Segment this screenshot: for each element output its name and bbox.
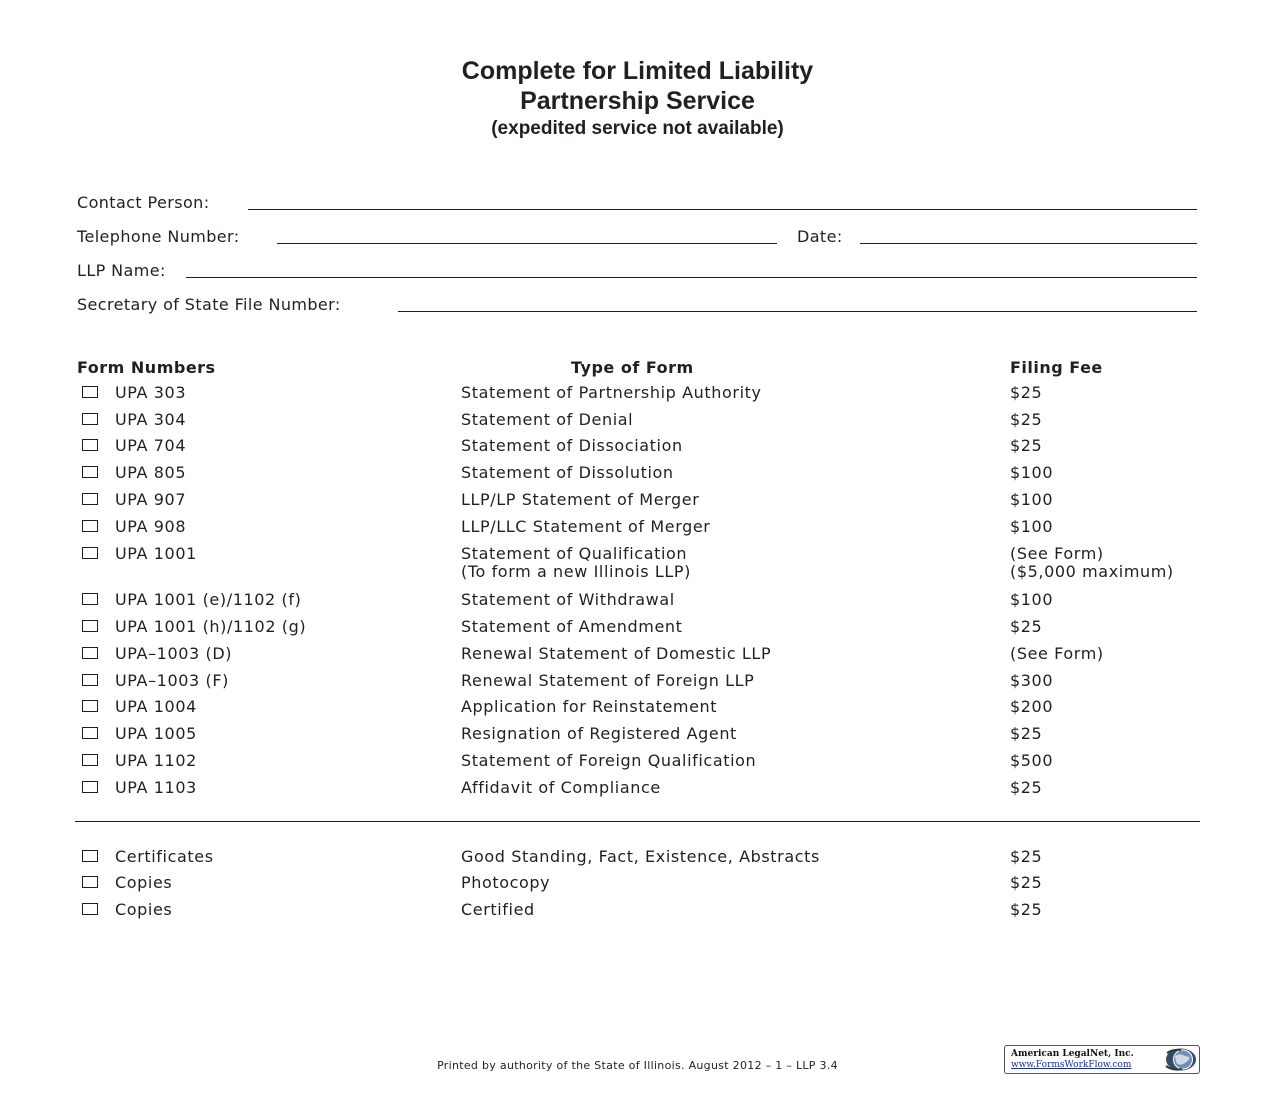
- form-number: Copies: [115, 900, 173, 919]
- filing-fee: $25: [1010, 847, 1043, 866]
- table-row: [0, 847, 1275, 867]
- header-filing-fee: Filing Fee: [1010, 358, 1103, 377]
- filing-fee: $25: [1010, 724, 1043, 743]
- form-number: Copies: [115, 873, 173, 892]
- form-number: UPA 1005: [115, 724, 197, 743]
- table-row: [0, 436, 1275, 456]
- table-row: [0, 617, 1275, 637]
- form-type: Statement of Denial: [461, 410, 634, 429]
- sos-file-number-field[interactable]: [398, 311, 1197, 312]
- table-row: [0, 900, 1275, 920]
- date-field[interactable]: [860, 243, 1197, 244]
- filing-fee: $200: [1010, 697, 1054, 716]
- contact-person-field[interactable]: [248, 209, 1197, 210]
- filing-fee: (See Form): [1010, 644, 1104, 663]
- table-row: [0, 517, 1275, 537]
- row-checkbox[interactable]: [82, 781, 98, 793]
- form-type: Statement of Partnership Authority: [461, 383, 762, 402]
- form-type: Statement of Foreign Qualification: [461, 751, 757, 770]
- form-type: Photocopy: [461, 873, 551, 892]
- telephone-number-label: Telephone Number:: [77, 227, 240, 246]
- table-row: [0, 873, 1275, 893]
- table-row: [0, 724, 1275, 744]
- date-label: Date:: [797, 227, 843, 246]
- filing-fee: $25: [1010, 873, 1043, 892]
- header-form-numbers: Form Numbers: [77, 358, 216, 377]
- row-checkbox[interactable]: [82, 413, 98, 425]
- form-type: LLP/LLC Statement of Merger: [461, 517, 711, 536]
- filing-fee: $25: [1010, 617, 1043, 636]
- form-number: UPA 1001 (h)/1102 (g): [115, 617, 307, 636]
- form-number: UPA 805: [115, 463, 187, 482]
- table-row: [0, 490, 1275, 510]
- form-type: LLP/LP Statement of Merger: [461, 490, 700, 509]
- header-type-of-form: Type of Form: [571, 358, 694, 377]
- form-subtitle: (expedited service not available): [491, 118, 784, 139]
- form-number: UPA 1102: [115, 751, 197, 770]
- row-checkbox[interactable]: [82, 903, 98, 915]
- table-row: [0, 697, 1275, 717]
- form-type: Certified: [461, 900, 535, 919]
- form-number: UPA 704: [115, 436, 187, 455]
- form-type: Statement of Qualification: [461, 544, 688, 563]
- table-row: [0, 778, 1275, 798]
- row-checkbox[interactable]: [82, 466, 98, 478]
- form-number: UPA 907: [115, 490, 187, 509]
- filing-fee: $25: [1010, 778, 1043, 797]
- filing-fee: $100: [1010, 517, 1054, 536]
- row-checkbox[interactable]: [82, 850, 98, 862]
- american-legalnet-logo[interactable]: [1004, 1045, 1200, 1074]
- form-title-line-1: Complete for Limited Liability: [461, 57, 814, 85]
- row-checkbox[interactable]: [82, 520, 98, 532]
- row-checkbox[interactable]: [82, 754, 98, 766]
- table-row: [0, 644, 1275, 664]
- row-checkbox[interactable]: [82, 547, 98, 559]
- row-checkbox[interactable]: [82, 593, 98, 605]
- form-number: UPA 1001 (e)/1102 (f): [115, 590, 302, 609]
- form-type-note: (To form a new Illinois LLP): [461, 562, 691, 581]
- table-row: [0, 751, 1275, 771]
- table-row: [0, 383, 1275, 403]
- filing-fee: $25: [1010, 383, 1043, 402]
- form-number: UPA 908: [115, 517, 187, 536]
- filing-fee: $300: [1010, 671, 1054, 690]
- row-checkbox[interactable]: [82, 727, 98, 739]
- filing-fee: $25: [1010, 436, 1043, 455]
- row-checkbox[interactable]: [82, 700, 98, 712]
- filing-fee: $100: [1010, 590, 1054, 609]
- filing-fee-note: ($5,000 maximum): [1010, 562, 1174, 581]
- form-number: Certificates: [115, 847, 214, 866]
- llp-name-label: LLP Name:: [77, 261, 166, 280]
- form-number: UPA 303: [115, 383, 187, 402]
- form-number: UPA 304: [115, 410, 187, 429]
- section-divider: [75, 821, 1200, 822]
- form-type: Affidavit of Compliance: [461, 778, 661, 797]
- form-type: Renewal Statement of Domestic LLP: [461, 644, 772, 663]
- filing-fee: $100: [1010, 463, 1054, 482]
- form-number: UPA–1003 (D): [115, 644, 233, 663]
- row-checkbox[interactable]: [82, 386, 98, 398]
- footer-text: Printed by authority of the State of Illinois. August 2012 – 1 – LLP 3.4: [437, 1059, 838, 1072]
- row-checkbox[interactable]: [82, 493, 98, 505]
- filing-fee: $100: [1010, 490, 1054, 509]
- logo-name: American LegalNet, Inc.: [1011, 1049, 1134, 1059]
- form-type: Statement of Dissolution: [461, 463, 674, 482]
- row-checkbox[interactable]: [82, 439, 98, 451]
- llp-name-field[interactable]: [186, 277, 1197, 278]
- form-number: UPA 1001: [115, 544, 197, 563]
- table-row: [0, 410, 1275, 430]
- form-number: UPA–1003 (F): [115, 671, 229, 690]
- row-checkbox[interactable]: [82, 647, 98, 659]
- form-type: Statement of Amendment: [461, 617, 683, 636]
- form-type: Good Standing, Fact, Existence, Abstracts: [461, 847, 820, 866]
- row-checkbox[interactable]: [82, 674, 98, 686]
- form-number: UPA 1103: [115, 778, 197, 797]
- form-type: Resignation of Registered Agent: [461, 724, 737, 743]
- form-type: Application for Reinstatement: [461, 697, 718, 716]
- form-type: Statement of Dissociation: [461, 436, 683, 455]
- contact-person-label: Contact Person:: [77, 193, 210, 212]
- filing-fee: $25: [1010, 900, 1043, 919]
- form-number: UPA 1004: [115, 697, 197, 716]
- filing-fee: $500: [1010, 751, 1054, 770]
- sos-file-number-label: Secretary of State File Number:: [77, 295, 341, 314]
- form-type: Statement of Withdrawal: [461, 590, 675, 609]
- table-row: [0, 544, 1275, 582]
- logo-url-link[interactable]: www.FormsWorkFlow.com: [1011, 1060, 1132, 1070]
- row-checkbox[interactable]: [82, 876, 98, 888]
- table-row: [0, 463, 1275, 483]
- table-row: [0, 590, 1275, 610]
- table-row: [0, 671, 1275, 691]
- globe-icon: [1161, 1047, 1197, 1072]
- form-type: Renewal Statement of Foreign LLP: [461, 671, 755, 690]
- telephone-number-field[interactable]: [277, 243, 777, 244]
- form-title-line-2: Partnership Service: [520, 87, 755, 115]
- filing-fee: (See Form): [1010, 544, 1104, 563]
- filing-fee: $25: [1010, 410, 1043, 429]
- row-checkbox[interactable]: [82, 620, 98, 632]
